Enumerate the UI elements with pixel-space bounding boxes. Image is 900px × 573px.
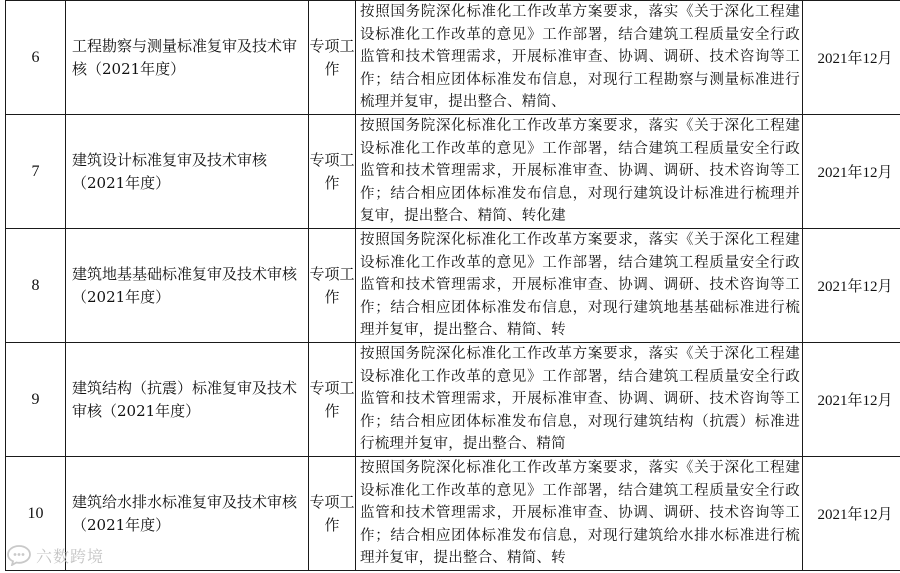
work-content: 按照国务院深化标准化工作改革方案要求，落实《关于深化工程建设标准化工作改革的意见》工作部署，结合建筑工程质量安全行政监管和技术管理需求，开展标准审查、协调、调研、技术咨询等工作；结合相应团体标准发布信息，对现行工程勘察与测量标准进行梳理并复审，提出整合、精简、 (360, 4, 800, 110)
project-name: 建筑结构（抗震）标准复审及技术审核（2021年度） (66, 343, 309, 457)
table-row (6, 457, 900, 571)
work-content-cell (356, 229, 803, 343)
work-content-cell (356, 1, 803, 115)
row-number: 8 (6, 229, 66, 343)
standards-work-table (5, 0, 900, 571)
project-name: 建筑给水排水标准复审及技术审核（2021年度） (66, 457, 309, 571)
row-number: 10 (6, 457, 66, 571)
work-type: 专项工作 (309, 115, 356, 229)
project-name: 建筑地基基础标准复审及技术审核（2021年度） (66, 229, 309, 343)
completion-date: 2021年12月 (803, 1, 900, 115)
table-body (6, 1, 900, 571)
work-content: 按照国务院深化标准化工作改革方案要求，落实《关于深化工程建设标准化工作改革的意见》工作部署，结合建筑工程质量安全行政监管和技术管理需求，开展标准审查、协调、调研、技术咨询等工作；结合相应团体标准发布信息，对现行建筑设计标准进行梳理并复审，提出整合、精简、转化建 (360, 118, 800, 224)
work-content-cell (356, 457, 803, 571)
completion-date: 2021年12月 (803, 229, 900, 343)
row-number: 6 (6, 1, 66, 115)
project-name: 建筑设计标准复审及技术审核（2021年度） (66, 115, 309, 229)
work-type: 专项工作 (309, 1, 356, 115)
project-name: 工程勘察与测量标准复审及技术审核（2021年度） (66, 1, 309, 115)
row-number: 7 (6, 115, 66, 229)
work-content-cell (356, 343, 803, 457)
table-row (6, 229, 900, 343)
work-type: 专项工作 (309, 457, 356, 571)
work-type: 专项工作 (309, 343, 356, 457)
watermark (6, 542, 104, 568)
row-number: 9 (6, 343, 66, 457)
work-content: 按照国务院深化标准化工作改革方案要求，落实《关于深化工程建设标准化工作改革的意见》工作部署，结合建筑工程质量安全行政监管和技术管理需求，开展标准审查、协调、调研、技术咨询等工作；结合相应团体标准发布信息，对现行建筑结构（抗震）标准进行梳理并复审，提出整合、精简 (360, 346, 800, 452)
table-row (6, 1, 900, 115)
work-content: 按照国务院深化标准化工作改革方案要求，落实《关于深化工程建设标准化工作改革的意见》工作部署，结合建筑工程质量安全行政监管和技术管理需求，开展标准审查、协调、调研、技术咨询等工作；结合相应团体标准发布信息，对现行建筑地基基础标准进行梳理并复审，提出整合、精简、转 (360, 232, 800, 338)
table-row (6, 343, 900, 457)
watermark-text: 六数跨境 (36, 546, 105, 566)
table-row (6, 115, 900, 229)
work-content-cell (356, 115, 803, 229)
completion-date: 2021年12月 (803, 115, 900, 229)
work-type: 专项工作 (309, 229, 356, 343)
chat-bubble-icon (6, 544, 32, 566)
work-content: 按照国务院深化标准化工作改革方案要求，落实《关于深化工程建设标准化工作改革的意见》工作部署，结合建筑工程质量安全行政监管和技术管理需求，开展标准审查、协调、调研、技术咨询等工作；结合相应团体标准发布信息，对现行建筑给水排水标准进行梳理并复审，提出整合、精简、转 (360, 460, 800, 566)
completion-date: 2021年12月 (803, 343, 900, 457)
completion-date: 2021年12月 (803, 457, 900, 571)
